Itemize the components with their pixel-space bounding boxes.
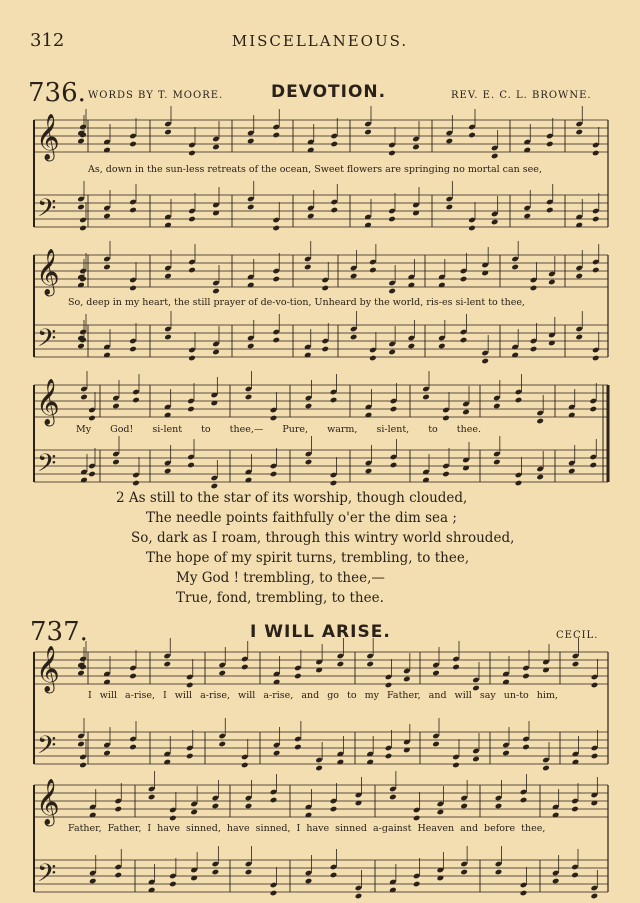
system-4-bass-note: [77, 741, 85, 748]
system-3-treble-note: [88, 415, 96, 422]
system-4-treble-note: [337, 661, 345, 668]
system-3-treble-note: [536, 418, 544, 425]
system-1-bass-note: [446, 204, 454, 211]
system-5-bass-note: [169, 881, 177, 888]
system-3-treble-note: [270, 415, 278, 422]
system-4-bass-note: [218, 741, 226, 748]
system-4-bass-note: [432, 741, 440, 748]
system-5-bass-note: [330, 872, 338, 879]
verse-2-line-1: 2 As still to the star of its worship, though clouded,: [116, 490, 468, 506]
system-2-treble-note: [369, 267, 377, 274]
system-3-treble-note: [390, 406, 398, 413]
system-2-bass-note: [321, 346, 329, 353]
system-2-treble-note: [164, 273, 172, 280]
system-2-bass-note: [164, 334, 172, 341]
system-1-bass-note: [468, 225, 476, 232]
system-5-bass-note: [591, 893, 599, 900]
system-2-treble-note: [548, 279, 556, 286]
system-4-treble-note: [432, 670, 440, 677]
system-5-bass-note: [114, 872, 122, 879]
system-1-bass-note: [79, 225, 87, 232]
system-4-bass-note: [502, 750, 510, 757]
system-3-treble-note: [422, 394, 430, 401]
hymn-736-number: 736.: [28, 78, 86, 108]
system-3-treble-note: [515, 397, 523, 404]
system-5-treble-note: [413, 815, 421, 822]
treble-clef-icon: 𝄞: [36, 114, 60, 160]
system-4-bass-note: [385, 753, 393, 760]
system-4-treble-note: [522, 673, 530, 680]
system-3-bass-note: [270, 471, 278, 478]
system-3-bass-note: [330, 480, 338, 487]
bass-clef-icon: 𝄢: [37, 449, 57, 484]
system-2-bass-note: [212, 349, 220, 356]
system-1-bass-note: [247, 204, 255, 211]
verse-2-line-3: So, dark as I roam, through this wintry world shrouded,: [131, 530, 515, 546]
system-1-treble-note: [129, 141, 137, 148]
system-1-treble-note: [247, 138, 255, 145]
system-3-treble-note: [442, 415, 450, 422]
verse-2-line-6: True, fond, trembling, to thee.: [176, 590, 384, 606]
system-1-bass-note: [188, 216, 196, 223]
system-1-bass-note: [330, 207, 338, 214]
system-2-bass-note: [129, 346, 137, 353]
system-3-bass-note: [365, 468, 373, 475]
system-3-bass-note: [442, 471, 450, 478]
system-4-treble-note: [572, 661, 580, 668]
system-2-treble-note: [575, 273, 583, 280]
system-1-bass-note: [592, 216, 600, 223]
system-2-bass-note: [530, 346, 538, 353]
system-5-bass-note: [552, 878, 560, 885]
system-3-bass-note: [132, 480, 140, 487]
system-5-treble-note: [437, 809, 445, 816]
system-5-treble-note: [520, 797, 528, 804]
system-1-bass-note: [272, 225, 280, 232]
system-2-treble-note: [350, 273, 358, 280]
system-5-bass-note: [355, 893, 363, 900]
system-3-treble-note: [493, 403, 501, 410]
system-1-treble-note: [364, 129, 372, 136]
bass-clef-icon: 𝄢: [37, 324, 57, 359]
system-4-bass-note: [103, 750, 111, 757]
system-4-treble-note: [385, 682, 393, 689]
system-2-bass-note: [460, 337, 468, 344]
system-2-treble-note: [592, 267, 600, 274]
system-3-bass-note: [305, 459, 313, 466]
system-3-treble-note: [305, 403, 313, 410]
system-1-bass-note: [546, 207, 554, 214]
system-3-bass-note: [568, 468, 576, 475]
system-1-bass-note: [523, 213, 531, 220]
bass-clef-icon: 𝄢: [37, 859, 57, 894]
system-5-treble-note: [114, 806, 122, 813]
system-3-treble-note: [187, 406, 195, 413]
system-4-treble-note: [591, 682, 599, 689]
system-1-treble-note: [272, 132, 280, 139]
system-5-bass-note: [495, 869, 503, 876]
system-2-treble-note: [129, 285, 137, 292]
system-1-treble-note: [592, 150, 600, 157]
treble-clef-icon: 𝄞: [36, 779, 60, 825]
system-2-treble-note: [460, 276, 468, 283]
system-3-treble-note: [132, 397, 140, 404]
system-3-bass-note: [589, 462, 597, 469]
system-1-treble-note: [412, 144, 420, 151]
bass-clef-icon: 𝄢: [37, 731, 57, 766]
system-3-bass-note: [515, 480, 523, 487]
system-1-treble-note: [164, 129, 172, 136]
system-5-treble-note: [169, 815, 177, 822]
system-1-treble-note: [77, 138, 85, 145]
system-2-bass-note: [388, 349, 396, 356]
system-5-bass-note: [89, 878, 97, 885]
system-5-bass-note: [571, 872, 579, 879]
system-4-bass-note: [79, 762, 87, 769]
system-2-bass-note: [350, 334, 358, 341]
system-5-treble-note: [190, 809, 198, 816]
system-3-bass-note: [211, 483, 219, 490]
hymn-736-words-credit: WORDS BY T. MOORE.: [88, 90, 224, 101]
system-1-treble-note: [330, 141, 338, 148]
system-1-bass-note: [388, 216, 396, 223]
hymn-736-music-credit: REV. E. C. L. BROWNE.: [451, 90, 592, 101]
system-3-bass-note: [536, 474, 544, 481]
system-3-bass-note: [187, 462, 195, 469]
hymn-737-lyric-line-2: Father, Father, I have sinned, have sinned, I have sinned a-gainst Heaven and before thee,: [68, 823, 546, 834]
system-5-bass-note: [245, 869, 253, 876]
system-2-bass-note: [272, 337, 280, 344]
system-1-treble-note: [212, 144, 220, 151]
system-4-treble-note: [472, 685, 480, 692]
treble-clef-icon: 𝄞: [36, 646, 60, 692]
system-5-treble-note: [460, 803, 468, 810]
system-4-bass-note: [542, 765, 550, 772]
system-2-treble-note: [530, 285, 538, 292]
system-3-bass-note: [112, 459, 120, 466]
system-5-bass-note: [460, 869, 468, 876]
verse-2-line-5: My God ! trembling, to thee,—: [176, 570, 385, 586]
hymn-737-lyric-line-1: I will a-rise, I will a-rise, will a-rise, and go to my Father, and will say un-to him,: [88, 690, 558, 701]
system-1-bass-note: [491, 219, 499, 226]
bass-clef-icon: 𝄢: [37, 194, 57, 229]
system-5-bass-note: [520, 890, 528, 897]
system-3-treble-note: [80, 394, 88, 401]
system-2-treble-note: [304, 264, 312, 271]
system-2-treble-note: [272, 276, 280, 283]
verse-2-line-2: The needle points faithfully o'er the dim sea ;: [146, 510, 457, 526]
system-3-bass-note: [390, 462, 398, 469]
system-1-bass-note: [129, 207, 137, 214]
system-2-bass-note: [438, 343, 446, 350]
system-1-treble-note: [388, 150, 396, 157]
system-2-bass-note: [188, 355, 196, 362]
system-4-treble-note: [163, 661, 171, 668]
system-3-bass-note: [164, 468, 172, 475]
system-5-treble-note: [245, 803, 253, 810]
system-4-bass-note: [472, 756, 480, 763]
system-5-bass-note: [305, 878, 313, 885]
system-5-treble-note: [212, 803, 220, 810]
system-2-bass-note: [408, 343, 416, 350]
system-4-treble-note: [366, 661, 374, 668]
hymn-737-music-credit: CECIL.: [556, 630, 599, 641]
system-3-treble-note: [330, 397, 338, 404]
system-1-treble-note: [491, 153, 499, 160]
hymn-736-lyric-line-1: As, down in the sun-less retreats of the ocean, Sweet flowers are springing no mortal can see,: [88, 164, 542, 175]
system-1-bass-note: [77, 204, 85, 211]
system-4-bass-note: [522, 744, 530, 751]
system-2-treble-note: [103, 264, 111, 271]
system-1-treble-note: [468, 132, 476, 139]
system-5-treble-note: [571, 806, 579, 813]
system-4-treble-note: [129, 673, 137, 680]
system-2-bass-note: [247, 343, 255, 350]
system-1-bass-note: [103, 213, 111, 220]
system-5-bass-note: [413, 881, 421, 888]
system-5-treble-note: [389, 794, 397, 801]
system-4-bass-note: [452, 762, 460, 769]
hymn-736-title: DEVOTION.: [271, 82, 387, 102]
system-5-treble-note: [330, 806, 338, 813]
system-4-treble-note: [186, 682, 194, 689]
hymn-737-title: I WILL ARISE.: [250, 622, 391, 642]
system-4-treble-note: [403, 676, 411, 683]
system-1-treble-note: [188, 150, 196, 157]
system-5-treble-note: [270, 797, 278, 804]
system-3-bass-note: [88, 471, 96, 478]
system-5-bass-note: [270, 890, 278, 897]
system-4-treble-note: [218, 670, 226, 677]
system-4-treble-note: [294, 673, 302, 680]
system-4-bass-note: [186, 753, 194, 760]
system-3-bass-note: [493, 459, 501, 466]
system-2-treble-note: [188, 267, 196, 274]
treble-clef-icon: 𝄞: [36, 249, 60, 295]
system-3-treble-note: [462, 409, 470, 416]
system-5-treble-note: [495, 803, 503, 810]
running-header: MISCELLANEOUS.: [231, 32, 409, 50]
system-4-bass-note: [129, 744, 137, 751]
system-2-bass-note: [369, 355, 377, 362]
system-2-treble-note: [212, 288, 220, 295]
system-5-bass-note: [212, 869, 220, 876]
system-2-bass-note: [575, 334, 583, 341]
system-4-bass-note: [591, 753, 599, 760]
system-2-treble-note: [511, 264, 519, 271]
system-3-treble-note: [245, 394, 253, 401]
verse-2-line-4: The hope of my spirit turns, trembling, to thee,: [146, 550, 470, 566]
system-4-bass-note: [294, 744, 302, 751]
system-5-treble-note: [148, 794, 156, 801]
system-2-bass-note: [481, 358, 489, 365]
system-1-treble-note: [575, 129, 583, 136]
system-1-treble-note: [446, 138, 454, 145]
system-4-treble-note: [77, 670, 85, 677]
system-4-treble-note: [452, 664, 460, 671]
system-3-treble-note: [589, 406, 597, 413]
treble-clef-icon: 𝄞: [36, 379, 60, 425]
system-2-treble-note: [388, 288, 396, 295]
page-number: 312: [30, 30, 65, 51]
system-4-bass-note: [273, 750, 281, 757]
hymn-737-number: 737.: [30, 617, 88, 647]
system-1-treble-note: [546, 141, 554, 148]
system-2-bass-note: [592, 355, 600, 362]
system-2-bass-note: [77, 343, 85, 350]
system-3-treble-note: [112, 403, 120, 410]
hymn-736-lyric-line-3: My God! si-lent to thee,— Pure, warm, si-lent, to thee.: [76, 424, 481, 435]
hymn-736-lyric-line-2: So, deep in my heart, the still prayer of de-vo-tion, Unheard by the world, ris-es si-lent to thee,: [68, 297, 525, 308]
system-4-bass-note: [241, 762, 249, 769]
system-4-treble-note: [241, 664, 249, 671]
system-1-bass-note: [307, 213, 315, 220]
system-2-treble-note: [321, 285, 329, 292]
system-4-bass-note: [315, 765, 323, 772]
